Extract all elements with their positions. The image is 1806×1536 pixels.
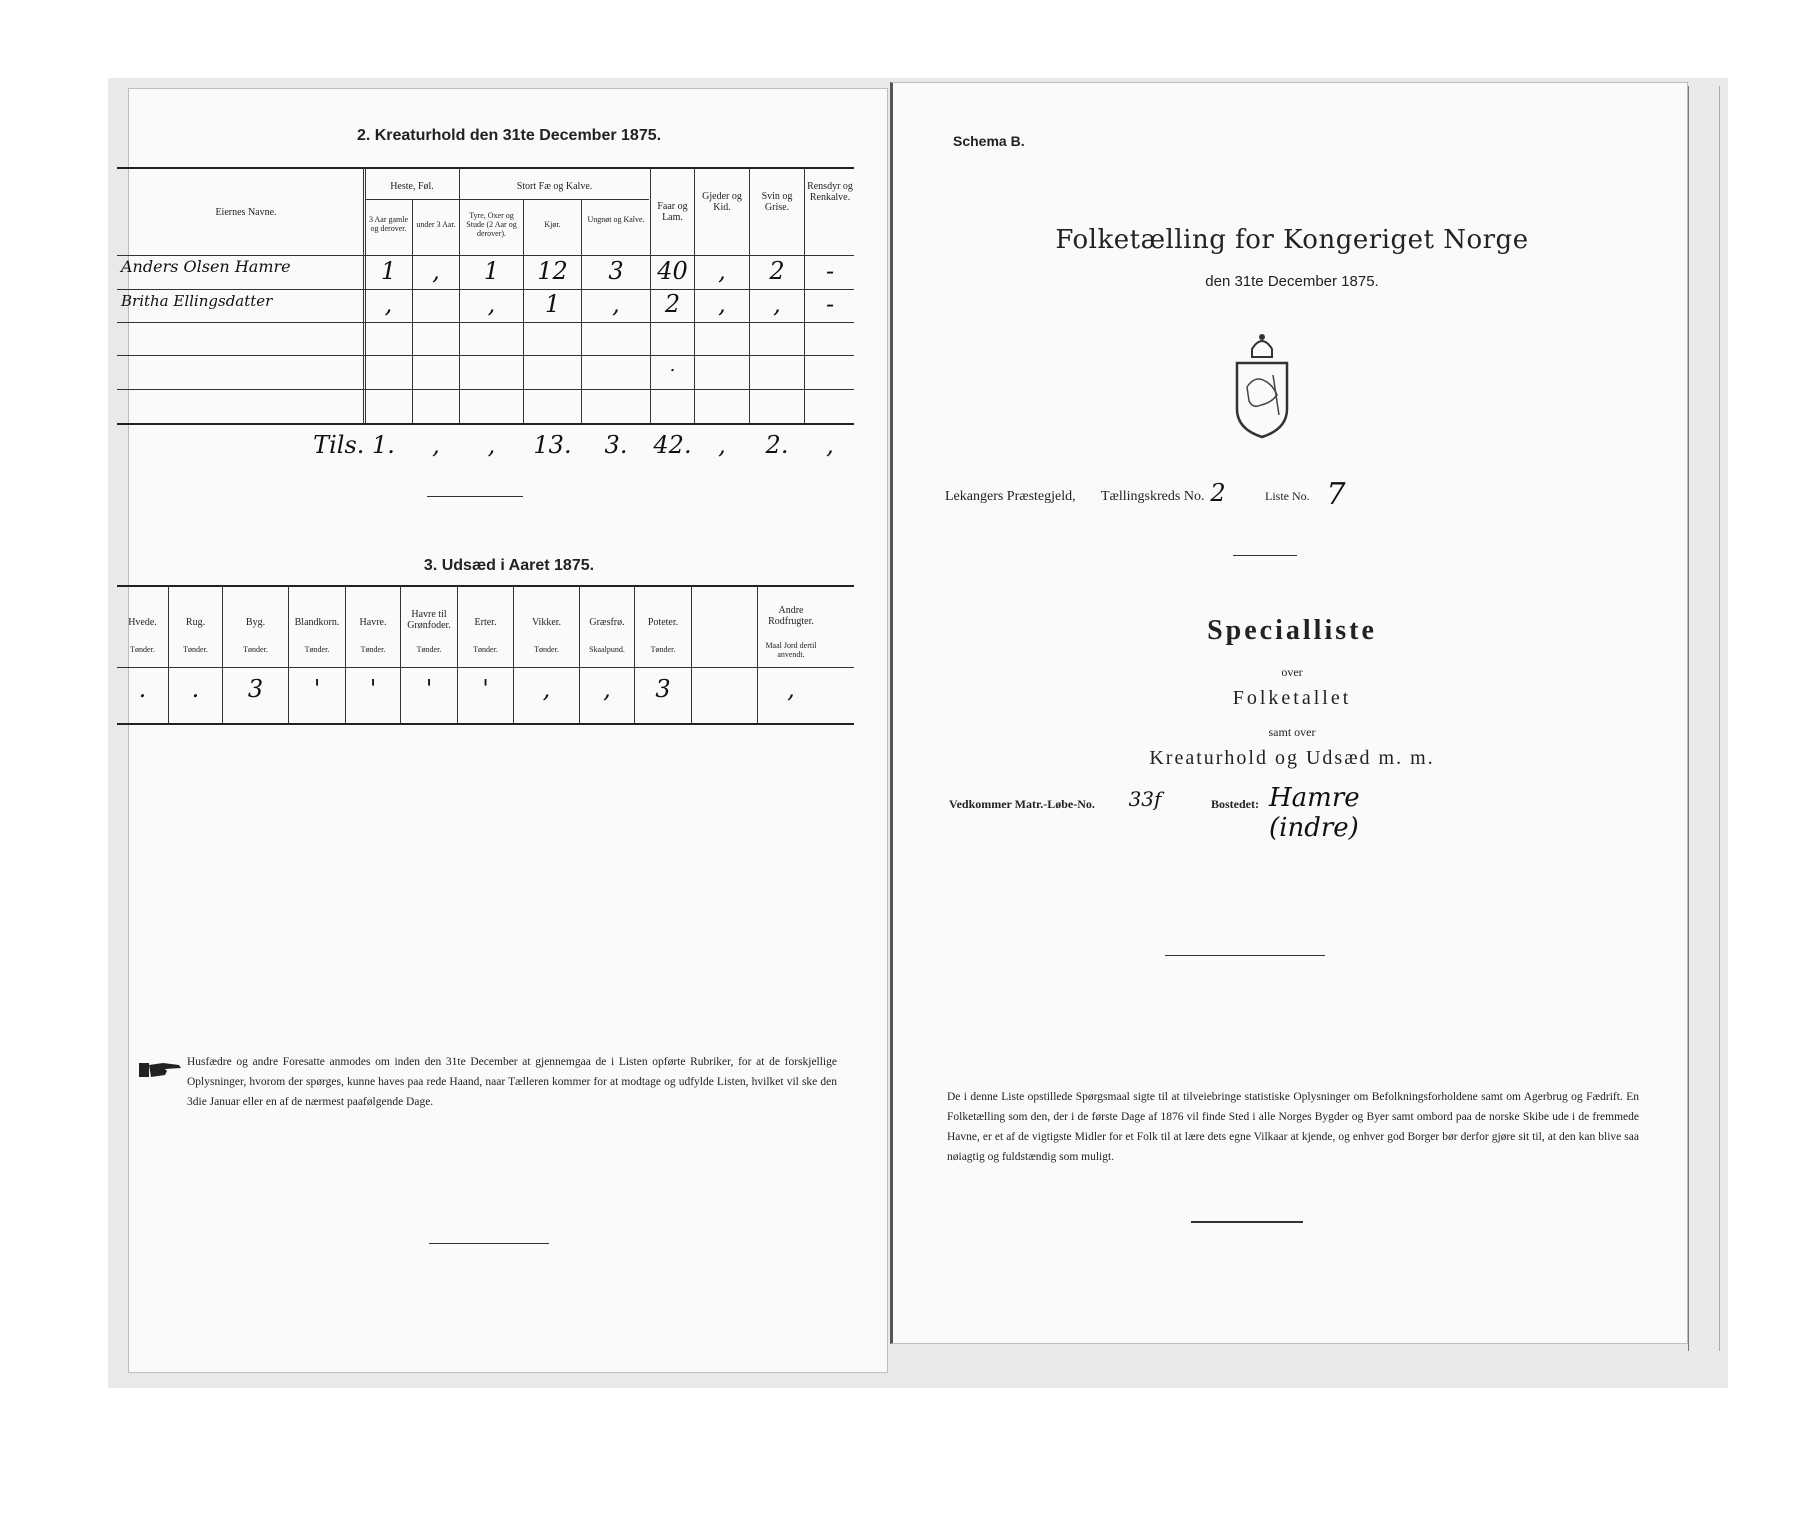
section3-title: 3. Udsæd i Aaret 1875.: [423, 557, 595, 574]
col-header: Havre til Grønfoder.: [407, 609, 451, 631]
col-unit: Tønder.: [130, 645, 155, 654]
col-header: Faar og Lam.: [657, 201, 688, 223]
col-unit: Tønder.: [416, 645, 442, 654]
col-unit: Tønder.: [650, 645, 676, 654]
divider: [429, 1243, 549, 1244]
samt-over-label: samt over: [1268, 725, 1316, 739]
cell-value: ': [313, 675, 321, 703]
cell-value: ,: [542, 675, 551, 703]
col-header: Byg.: [245, 617, 266, 628]
total-value: ,: [432, 431, 440, 459]
totals-label: Tils. 1.: [313, 431, 395, 459]
schema-label: Schema B.: [953, 133, 1025, 149]
col-header: Kjør.: [544, 220, 561, 229]
col-header: 3 Aar gamle og derover.: [368, 215, 409, 233]
col-header: Græsfrø.: [589, 617, 625, 628]
cell-value: 3: [608, 257, 624, 285]
main-title: Folketælling for Kongeriget Norge: [1055, 225, 1529, 255]
cell-value: 40: [657, 257, 688, 285]
cell-value: .: [669, 355, 676, 376]
prestegjeld-label: Lekangers Præstegjeld,: [945, 489, 1076, 504]
total-value: 42.: [653, 431, 692, 459]
cell-value: 3: [247, 675, 264, 703]
cell-value: .: [138, 675, 147, 703]
col-header: Blandkorn.: [294, 617, 340, 628]
page-edge: [1688, 86, 1720, 1351]
matr-value: 33f: [1128, 787, 1162, 811]
col-header: Rensdyr og Renkalve.: [807, 181, 853, 203]
cell-value: ,: [787, 675, 795, 703]
divider: [1165, 955, 1325, 956]
total-value: ,: [718, 431, 726, 459]
col-header: Ungnøt og Kalve.: [587, 215, 645, 224]
total-value: 2.: [765, 431, 789, 459]
col-header: Havre.: [359, 617, 387, 628]
total-value: ,: [826, 431, 834, 459]
cell-value: ': [369, 675, 377, 703]
folketallet-label: Folketallet: [1232, 687, 1352, 709]
cell-value: 12: [537, 257, 568, 285]
krets-value: 2: [1210, 479, 1226, 507]
cell-value: ,: [603, 675, 611, 703]
col-unit: Tønder.: [360, 645, 386, 654]
cell-value: ,: [384, 290, 393, 318]
owner-name: Anders Olsen Hamre: [121, 257, 291, 276]
cell-value: ,: [612, 290, 620, 318]
cell-value: 1: [483, 257, 500, 285]
total-value: 13.: [533, 431, 572, 459]
cell-value: 3: [655, 675, 671, 703]
total-value: ,: [487, 431, 496, 459]
cell-value: ,: [432, 257, 440, 285]
special-title: Specialliste: [1207, 615, 1377, 646]
over-label: over: [1281, 665, 1303, 679]
col-header: Rug.: [185, 617, 206, 628]
liste-label: Liste No.: [1265, 489, 1310, 503]
col-unit: Tønder.: [304, 645, 330, 654]
cell-value: ,: [487, 290, 496, 318]
cell-value: ': [425, 675, 433, 703]
pointing-hand-icon: [137, 1057, 185, 1081]
col-header: Erter.: [474, 617, 497, 628]
col-header: Gjeder og Kid.: [702, 191, 742, 213]
col-header: Svin og Grise.: [761, 191, 793, 213]
col-header: Tyre, Oxer og Stude (2 Aar og derover).: [466, 211, 517, 238]
cell-value: 2: [769, 257, 785, 285]
right-page: [890, 82, 1688, 1344]
col-unit: Maal Jord dertil anvendt.: [765, 641, 817, 659]
intro-text: De i denne Liste opstillede Spørgsmaal sigte til at tilveiebringe statistiske Oplysninger om Befolkningsforholdene samt om Agerbrug og Fædrift. En Folketælling som den, der i de første Dage af 1876 vil finde Sted i alle Norges Bygder og Byer samt ombord paa de norske Skibe ude i de fremmede Havne, er et af de vigtigste Midler for et Folk til at lære dets egne Vilkaar at kjende, og enhver god Borger bør derfor gjøre sit til, at den kan blive saa nøiagtig og fuldstændig som muligt.: [947, 1091, 1639, 1163]
col-header: Vikker.: [531, 617, 562, 628]
cell-value: ,: [718, 290, 726, 318]
cell-value: ,: [718, 257, 726, 285]
coat-of-arms-icon: [1227, 329, 1297, 441]
cell-value: ,: [773, 290, 781, 318]
krets-label: Tællingskreds No.: [1101, 489, 1205, 504]
cell-value: ': [482, 675, 489, 703]
cell-value: -: [825, 257, 835, 285]
total-value: 3.: [604, 431, 628, 459]
left-page: [121, 88, 888, 1373]
owner-header: Eiernes Navne.: [215, 207, 277, 218]
heste-header: Heste, Føl.: [390, 181, 434, 192]
matr-label: Vedkommer Matr.-Løbe-No.: [949, 797, 1095, 811]
owner-name: Britha Ellingsdatter: [121, 292, 273, 310]
bosted-label: Bostedet:: [1211, 797, 1259, 811]
col-unit: Tønder.: [183, 645, 208, 654]
divider: [1191, 1221, 1303, 1223]
section2-title: 2. Kreaturhold den 31te December 1875.: [356, 127, 662, 144]
col-unit: Skaalpund.: [589, 645, 625, 654]
col-header: Hvede.: [128, 617, 157, 628]
cell-value: .: [191, 675, 200, 703]
cell-value: 1: [544, 290, 561, 318]
divider: [1233, 555, 1297, 556]
footnote-text: Husfædre og andre Foresatte anmodes om inden den 31te December at gjennemgaa de i Listen opførte Rubriker, for at de forskjellige Oplysninger, hvorom der spørges, kunne haves paa rede Haand, naar Tælleren kommer for at modtage og udfylde Listen, hvilket vil ske den 3die Januar eller en af de nærmest paafølgende Dage.: [187, 1056, 837, 1108]
col-unit: Tønder.: [473, 645, 498, 654]
col-header: Andre Rodfrugter.: [768, 605, 814, 627]
divider: [427, 496, 523, 497]
col-header: under 3 Aar.: [416, 220, 456, 229]
kreaturhold-label: Kreaturhold og Udsæd m. m.: [1149, 747, 1435, 769]
stort-fae-header: Stort Fæ og Kalve.: [516, 181, 593, 192]
census-date: den 31te December 1875.: [1205, 273, 1379, 290]
col-unit: Tønder.: [534, 645, 559, 654]
cell-value: 2: [664, 290, 681, 318]
cell-value: 1: [380, 257, 397, 285]
bosted-value: Hamre (indre): [1269, 783, 1360, 843]
col-unit: Tønder.: [243, 645, 268, 654]
col-header: Poteter.: [647, 617, 679, 628]
liste-value: 7: [1326, 477, 1346, 512]
cell-value: -: [825, 290, 835, 318]
